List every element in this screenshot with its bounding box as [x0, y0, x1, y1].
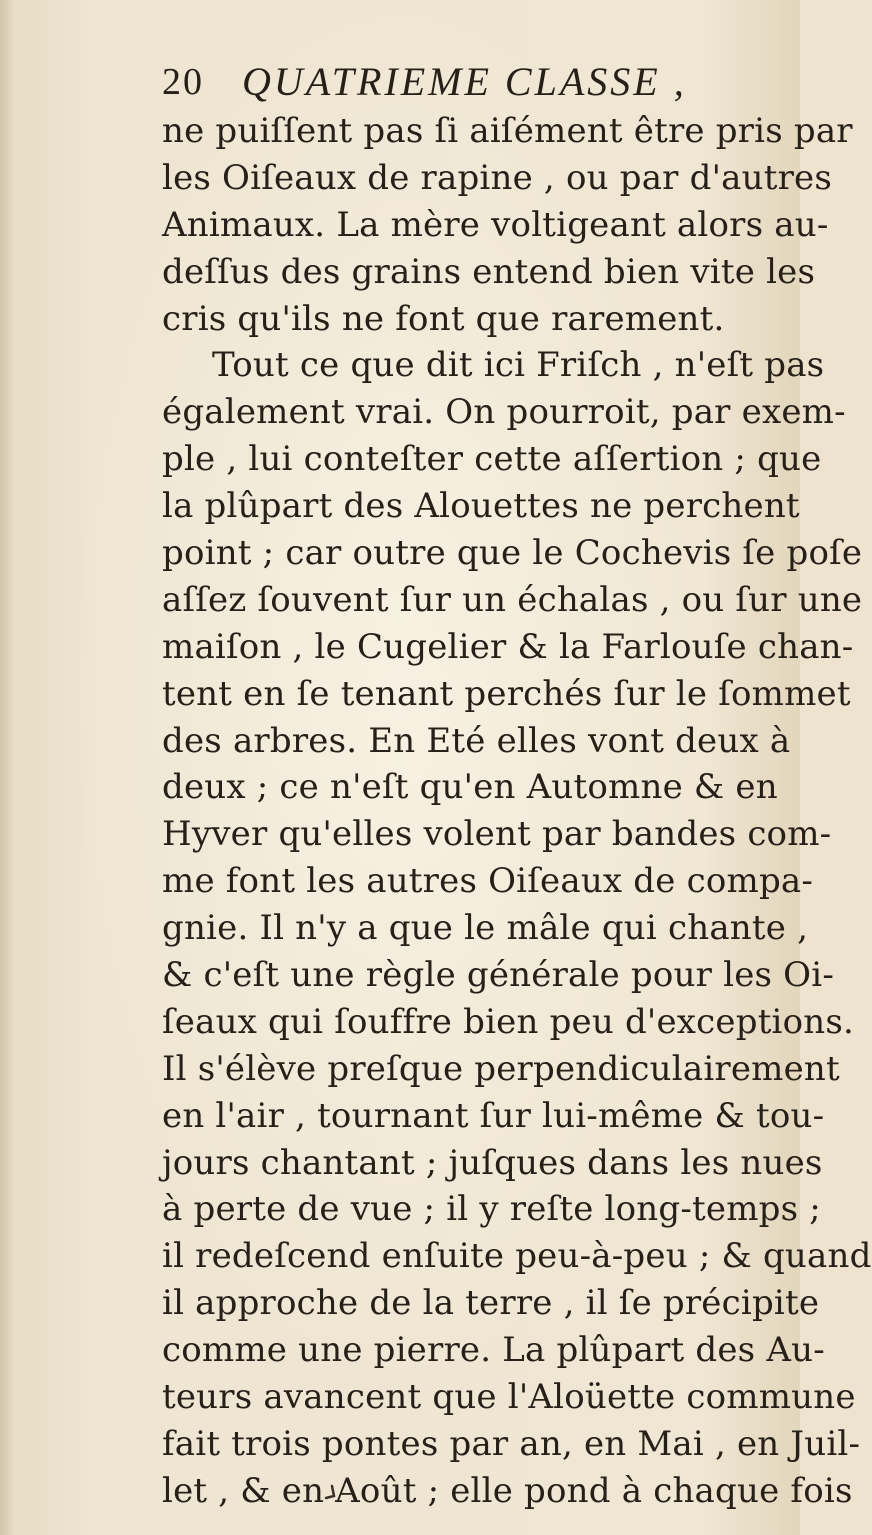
text-line: à perte de vue ; il y reſte long-temps ; [162, 1189, 821, 1230]
text-line: comme une pierre. La plûpart des Au- [162, 1330, 825, 1371]
text-line: point ; car outre que le Cochevis ſe poſe [162, 533, 863, 574]
text-line: ple , lui conteſter cette aſſertion ; que [162, 439, 822, 480]
text-line: Animaux. La mère voltigeant alors au- [162, 204, 829, 245]
body-text [162, 108, 872, 1515]
text-line: jours chantant ; juſques dans les nues [162, 1142, 823, 1183]
text-line: ne puiſſent pas ſi aiſément être pris par [162, 111, 853, 151]
running-head [162, 58, 722, 108]
text-line: me font les autres Oiſeaux de compa- [162, 861, 814, 902]
text-line: fait trois pontes par an, en Mai , en Juil- [162, 1423, 861, 1464]
text-line: la plûpart des Alouettes ne perchent [162, 486, 800, 527]
running-title: QUATRIEME CLASSE , [242, 59, 687, 104]
text-line: les Oiſeaux de rapine , ou par d'autres [162, 157, 832, 198]
text-line: des arbres. En Eté elles vont deux à [162, 720, 791, 761]
page-number: 20 [162, 61, 204, 103]
text-line: let , & en Août ; elle pond à chaque fois [162, 1470, 853, 1511]
text-line: & c'eſt une règle générale pour les Oi- [162, 955, 835, 996]
text-line: Hyver qu'elles volent par bandes com- [162, 814, 832, 855]
text-line: il redeſcend enſuite peu-à-peu ; & quand [162, 1236, 872, 1277]
text-line: deſſus des grains entend bien vite les [162, 251, 816, 292]
text-line: tent en ſe tenant perchés ſur le ſommet [162, 673, 851, 714]
text-line: teurs avancent que l'Aloüette commune [162, 1377, 856, 1418]
text-line: gnie. Il n'y a que le mâle qui chante , [162, 908, 809, 949]
text-line: maiſon , le Cugelier & la Farlouſe chan- [162, 626, 854, 667]
text-line: ſeaux qui ſouffre bien peu d'exceptions. [162, 1001, 855, 1042]
text-line: également vrai. On pourroit, par exem- [162, 392, 846, 433]
text-line: Tout ce que dit ici Friſch , n'eſt pas [212, 345, 825, 386]
text-line: aſſez ſouvent ſur un échalas , ou ſur une [162, 579, 863, 620]
text-line: deux ; ce n'eſt qu'en Automne & en [162, 767, 778, 808]
page-gutter-shadow [0, 0, 14, 1535]
ink-mark-icon [322, 1480, 346, 1504]
text-line: Il s'élève preſque perpendiculairement [162, 1048, 840, 1089]
text-line: il approche de la terre , il ſe précipite [162, 1283, 820, 1324]
text-line: en l'air , tournant ſur lui-même & tou- [162, 1095, 825, 1136]
text-line: cris qu'ils ne font que rarement. [162, 298, 725, 339]
